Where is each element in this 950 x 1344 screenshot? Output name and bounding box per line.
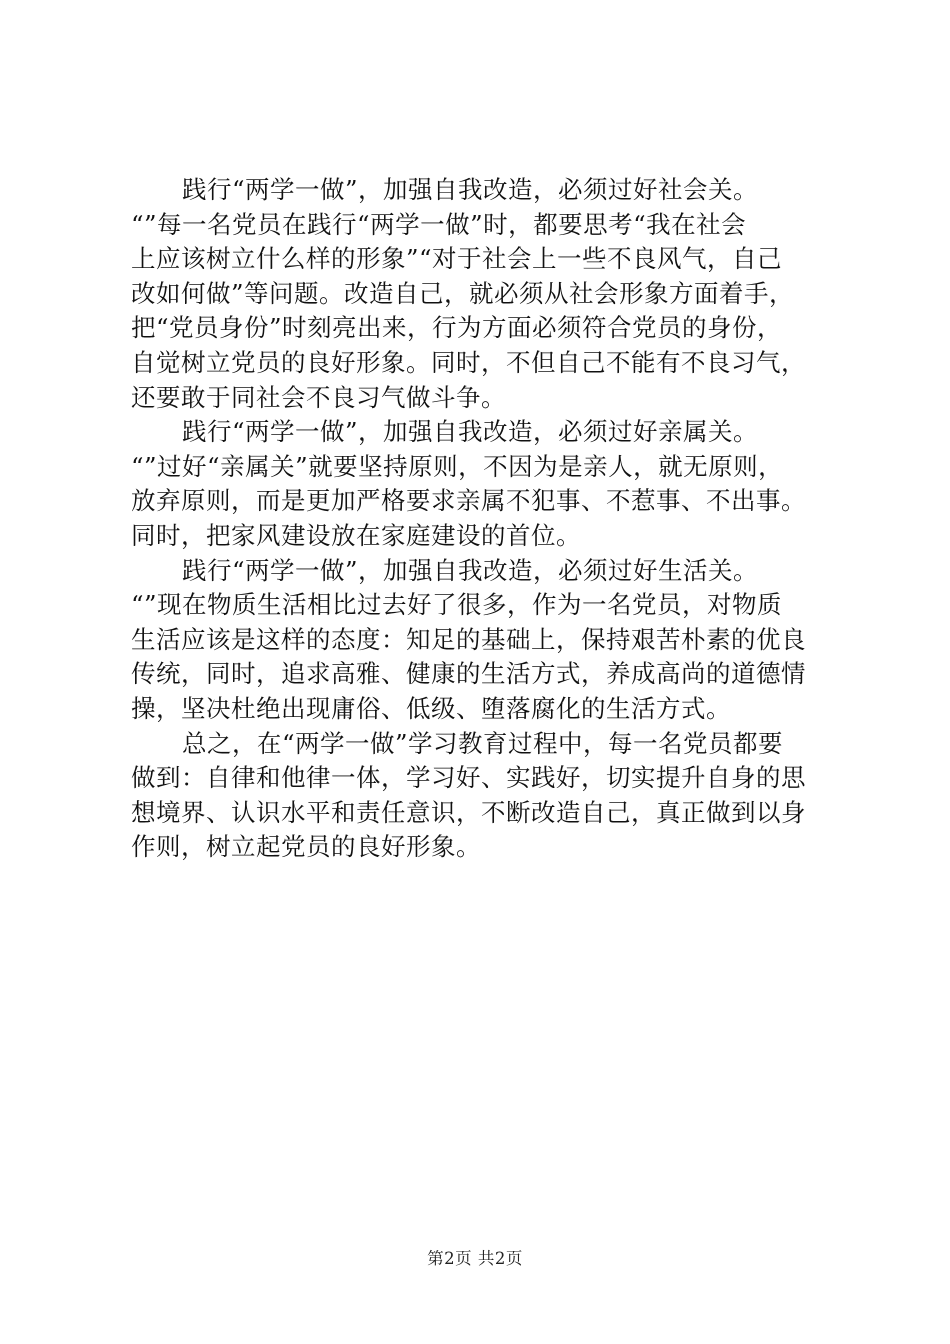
document-body (131, 173, 831, 865)
paragraph-3-line-1: 践行“两学一做”，加强自我改造，必须过好生活关。 (182, 555, 759, 585)
paragraph-1-line-6: 自觉树立党员的良好形象。同时，不但自己不能有不良习气， (131, 347, 806, 377)
page-number-label: 第2页 共2页 (427, 1249, 523, 1268)
paragraph-4-line-3: 想境界、认识水平和责任意识，不断改造自己，真正做到以身 (131, 797, 806, 827)
paragraph-3-line-5: 操，坚决杜绝出现庸俗、低级、堕落腐化的生活方式。 (131, 693, 731, 723)
paragraph-3-line-2: “”现在物质生活相比过去好了很多，作为一名党员，对物质 (131, 590, 783, 620)
paragraph-1-line-2: “”每一名党员在践行“两学一做”时，都要思考“我在社会 (131, 209, 747, 239)
paragraph-4-line-4: 作则，树立起党员的良好形象。 (131, 832, 481, 862)
paragraph-2-line-4: 同时，把家风建设放在家庭建设的首位。 (131, 520, 581, 550)
paragraph-2-line-1: 践行“两学一做”，加强自我改造，必须过好亲属关。 (182, 417, 759, 447)
page-footer (0, 1245, 950, 1269)
paragraph-2-line-2: “”过好“亲属关”就要坚持原则，不因为是亲人，就无原则， (131, 451, 784, 481)
paragraph-4-line-2: 做到：自律和他律一体，学习好、实践好，切实提升自身的思 (131, 763, 806, 793)
paragraph-1-line-5: 把“党员身份”时刻亮出来，行为方面必须符合党员的身份， (131, 313, 783, 343)
paragraph-3-line-4: 传统，同时，追求高雅、健康的生活方式，养成高尚的道德情 (131, 659, 806, 689)
paragraph-4-line-1: 总之，在“两学一做”学习教育过程中，每一名党员都要 (182, 728, 784, 758)
paragraph-1-line-4: 改如何做”等问题。改造自己，就必须从社会形象方面着手， (131, 278, 795, 308)
paragraph-3-line-3: 生活应该是这样的态度：知足的基础上，保持艰苦朴素的优良 (131, 624, 806, 654)
paragraph-1-line-3: 上应该树立什么样的形象”“对于社会上一些不良风气，自己 (131, 244, 783, 274)
paragraph-1-line-7: 还要敢于同社会不良习气做斗争。 (131, 382, 506, 412)
paragraph-1-line-1: 践行“两学一做”，加强自我改造，必须过好社会关。 (182, 175, 759, 204)
paragraph-2-line-3: 放弃原则，而是更加严格要求亲属不犯事、不惹事、不出事。 (131, 486, 806, 516)
